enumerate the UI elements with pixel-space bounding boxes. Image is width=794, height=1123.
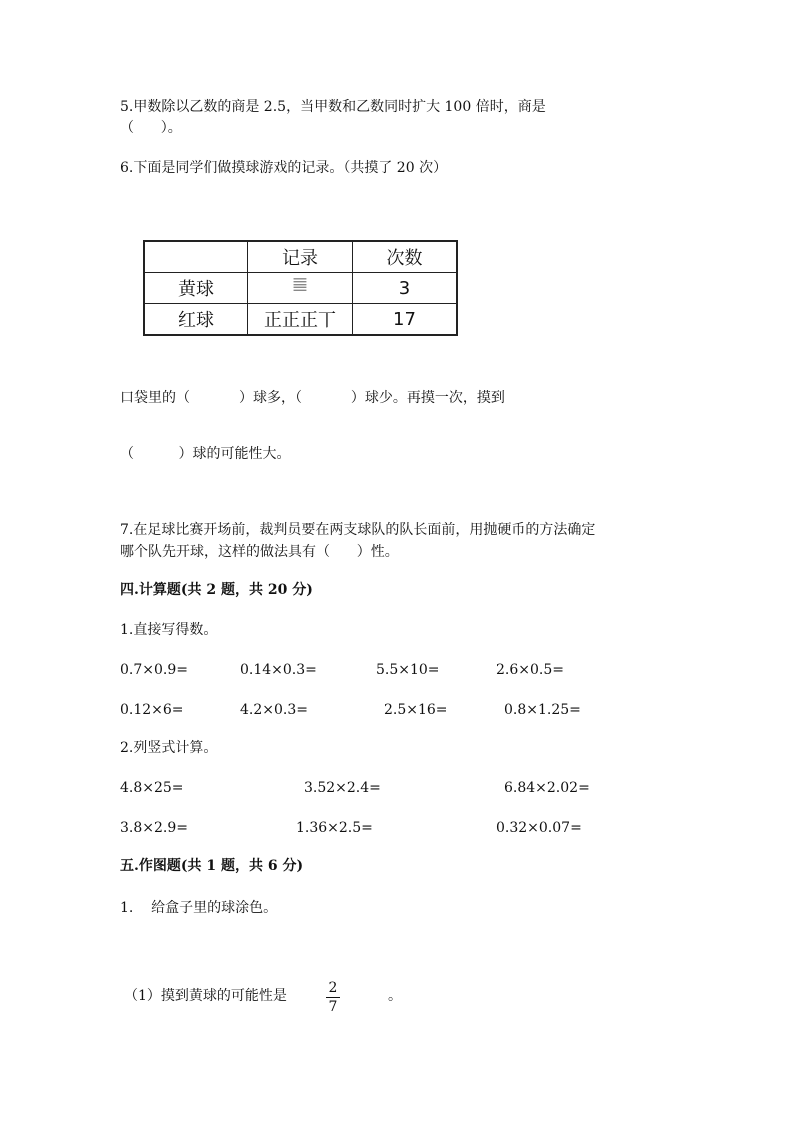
table-header-cell	[144, 241, 247, 273]
table-row	[144, 304, 457, 336]
math-item: 5.5×10=	[376, 662, 440, 678]
math-item: 0.7×0.9=	[120, 662, 188, 678]
table-header-cell: 次数	[352, 241, 457, 273]
section5-q1-title: 1. 给盒子里的球涂色。	[120, 900, 278, 916]
math-item: 0.32×0.07=	[496, 820, 582, 836]
ball-record-table	[143, 240, 458, 336]
table-cell-name: 黄球	[144, 273, 247, 304]
table-cell-name: 红球	[144, 304, 247, 336]
math-item: 4.2×0.3=	[240, 702, 308, 718]
table-cell-record: 𝍤	[247, 273, 352, 304]
section5-sub1-suffix: 。	[388, 988, 402, 1004]
q5-line2: （ ）。	[120, 120, 182, 136]
section5-sub1-prefix: （1）摸到黄球的可能性是	[124, 988, 287, 1004]
q7-line2: 哪个队先开球，这样的做法具有（ ）性。	[120, 544, 399, 560]
q6-answer-line2: （ ）球的可能性大。	[120, 446, 291, 462]
q7-line1: 7.在足球比赛开场前，裁判员要在两支球队的队长面前，用抛硬币的方法确定	[120, 522, 596, 538]
math-item: 1.36×2.5=	[296, 820, 373, 836]
q6-answer-line1: 口袋里的（ ）球多，（ ）球少。再摸一次，摸到	[120, 390, 505, 406]
math-item: 3.8×2.9=	[120, 820, 188, 836]
table-cell-count: 17	[352, 304, 457, 336]
table-header-cell: 记录	[247, 241, 352, 273]
math-item: 0.14×0.3=	[240, 662, 317, 678]
table-cell-record: 正正正丅	[247, 304, 352, 336]
fraction-numerator: 2	[328, 980, 338, 996]
q5-line1: 5.甲数除以乙数的商是 2.5，当甲数和乙数同时扩大 100 倍时，商是	[120, 99, 546, 115]
math-item: 2.6×0.5=	[496, 662, 564, 678]
table-header-row	[144, 241, 457, 273]
math-item: 6.84×2.02=	[504, 780, 590, 796]
math-item: 4.8×25=	[120, 780, 184, 796]
math-item: 3.52×2.4=	[304, 780, 381, 796]
section5-title: 五.作图题(共 1 题，共 6 分)	[120, 858, 304, 874]
table-row	[144, 273, 457, 304]
section4-title: 四.计算题(共 2 题，共 20 分)	[120, 582, 313, 598]
section4-q1-title: 1.直接写得数。	[120, 622, 218, 638]
section4-q2-title: 2.列竖式计算。	[120, 740, 218, 756]
probability-fraction	[326, 980, 340, 1015]
math-item: 2.5×16=	[384, 702, 448, 718]
fraction-bar	[326, 997, 340, 998]
table-cell-count: 3	[352, 273, 457, 304]
fraction-denominator: 7	[328, 999, 338, 1015]
math-item: 0.12×6=	[120, 702, 184, 718]
q6-title: 6.下面是同学们做摸球游戏的记录。（共摸了 20 次）	[120, 160, 448, 176]
math-item: 0.8×1.25=	[504, 702, 581, 718]
